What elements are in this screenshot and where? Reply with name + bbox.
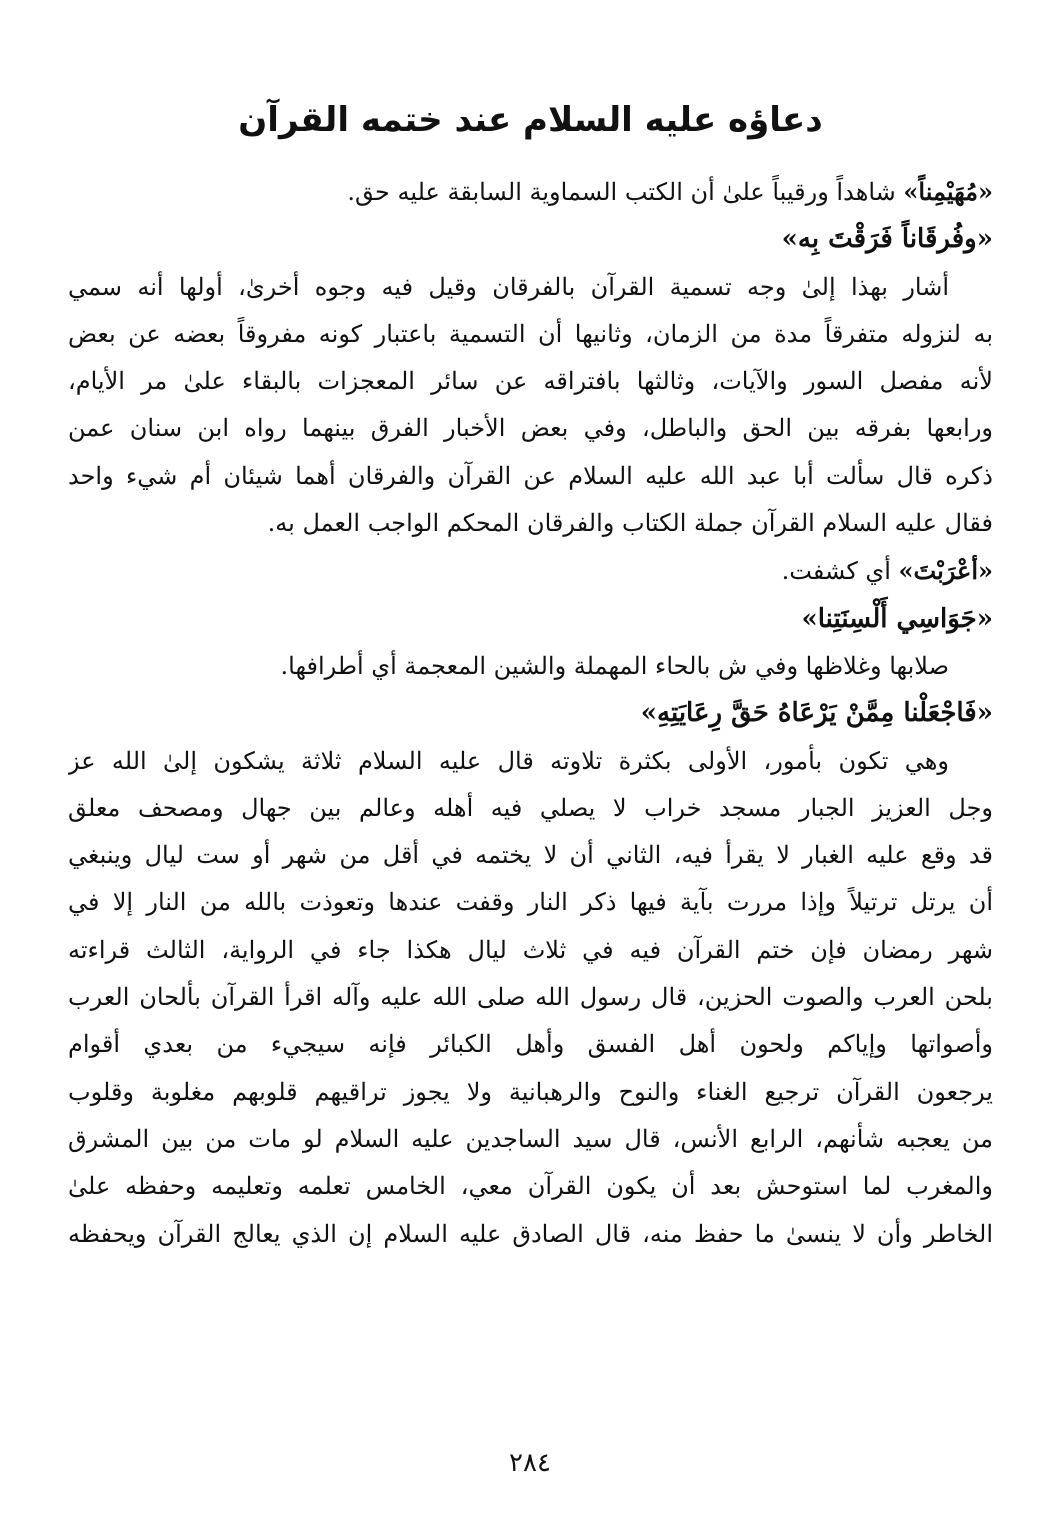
glossary-term: «أعْرَبْتَ»: [898, 556, 993, 586]
text-line: [68, 547, 993, 595]
text-line: وهي تكون بأمور، الأولى بكثرة تلاوته قال عليه السلام ثلاثة يشكون إلىٰ الله عز: [68, 746, 949, 775]
text-line: وجل العزيز الجبار مسجد خراب لا يصلي فيه أهله وعالم بين جهال ومصحف معلق: [68, 793, 993, 822]
text-line: يرجعون القرآن ترجيع الغناء والنوح والرهبانية ولا يجوز تراقيهم قلوبهم مغلوبة وقلوب: [68, 1077, 993, 1106]
definition-text: شاهداً ورقيباً علىٰ أن الكتب السماوية السابقة عليه حق.: [347, 178, 904, 206]
text-line: لأنه مفصل السور والآيات، وثالثها بافتراقه عن سائر المعجزات بالبقاء علىٰ مر الأيام،: [68, 367, 993, 396]
text-line: صلابها وغلاظها وفي ش بالحاء المهملة والشين المعجمة أي أطرافها.: [280, 651, 949, 680]
page-title: دعاؤه عليه السلام عند ختمه القرآن: [238, 100, 823, 140]
section-heading: «فَاجْعَلْنا مِمَّنْ يَرْعَاهُ حَقَّ رِعَايَتِهِ»: [640, 698, 993, 729]
page-number: ٢٨٤: [509, 1448, 551, 1478]
text-line: الخاطر وأن لا ينسىٰ ما حفظ منه، قال الصادق عليه السلام إن الذي يعالج القرآن ويحفظه: [68, 1219, 993, 1248]
text-line: [68, 168, 993, 216]
text-line: بلحن العرب والصوت الحزين، قال رسول الله صلى الله عليه وآله اقرأ القرآن بألحان العرب: [68, 983, 993, 1012]
body-text: [68, 168, 993, 1258]
text-line: قد وقع عليه الغبار لا يقرأ فيه، الثاني أن لا يختمه في أقل من شهر أو ست ليال وينبغي: [68, 841, 993, 870]
text-line: ورابعها بفرقه بين الحق والباطل، وفي بعض الأخبار الفرق بينهما رواه ابن سنان عمن: [68, 414, 993, 443]
text-line: من يعجبه شأنهم، الرابع الأنس، قال سيد الساجدين عليه السلام لو مات من بين المشرق: [68, 1124, 993, 1153]
text-line: أن يرتل ترتيلاً وإذا مررت بآية فيها ذكر النار وقفت عندها وتعوذت بالله من النار إلا في: [68, 888, 993, 917]
glossary-term: «مُهَيْمِناً»: [903, 177, 993, 206]
text-line: شهر رمضان فإن ختم القرآن فيه في ثلاث ليال هكذا جاء في الرواية، الثالث قراءته: [68, 935, 993, 964]
text-line: به لنزوله متفرقاً مدة من الزمان، وثانيها أن التسمية باعتبار كونه مفروقاً بعضه عن بعض: [68, 319, 993, 348]
section-heading: «وفُرقَاناً فَرَقْتَ بِه»: [781, 224, 993, 255]
text-line: والمغرب لما استوحش بعد أن يكون القرآن معي، الخامس تعلمه وتعليمه وحفظه علىٰ: [68, 1172, 993, 1201]
text-line: أشار بهذا إلىٰ وجه تسمية القرآن بالفرقان وقيل فيه وجوه أخرىٰ، أولها أنه سمي: [68, 272, 949, 301]
text-line: ذكره قال سألت أبا عبد الله عليه السلام عن القرآن والفرقان أهما شيئان أم شيء واحد: [68, 461, 993, 490]
text-line: فقال عليه السلام القرآن جملة الكتاب والفرقان المحكم الواجب العمل به.: [267, 509, 993, 538]
document-page: [68, 84, 993, 1464]
section-heading: «جَوَاسِي أَلْسِنَتِنا»: [801, 603, 993, 634]
text-line: وأصواتها وإياكم ولحون أهل الفسق وأهل الكبائر فإنه سيجيء من بعدي أقوام: [68, 1030, 993, 1059]
definition-text: أي كشفت.: [781, 557, 899, 586]
